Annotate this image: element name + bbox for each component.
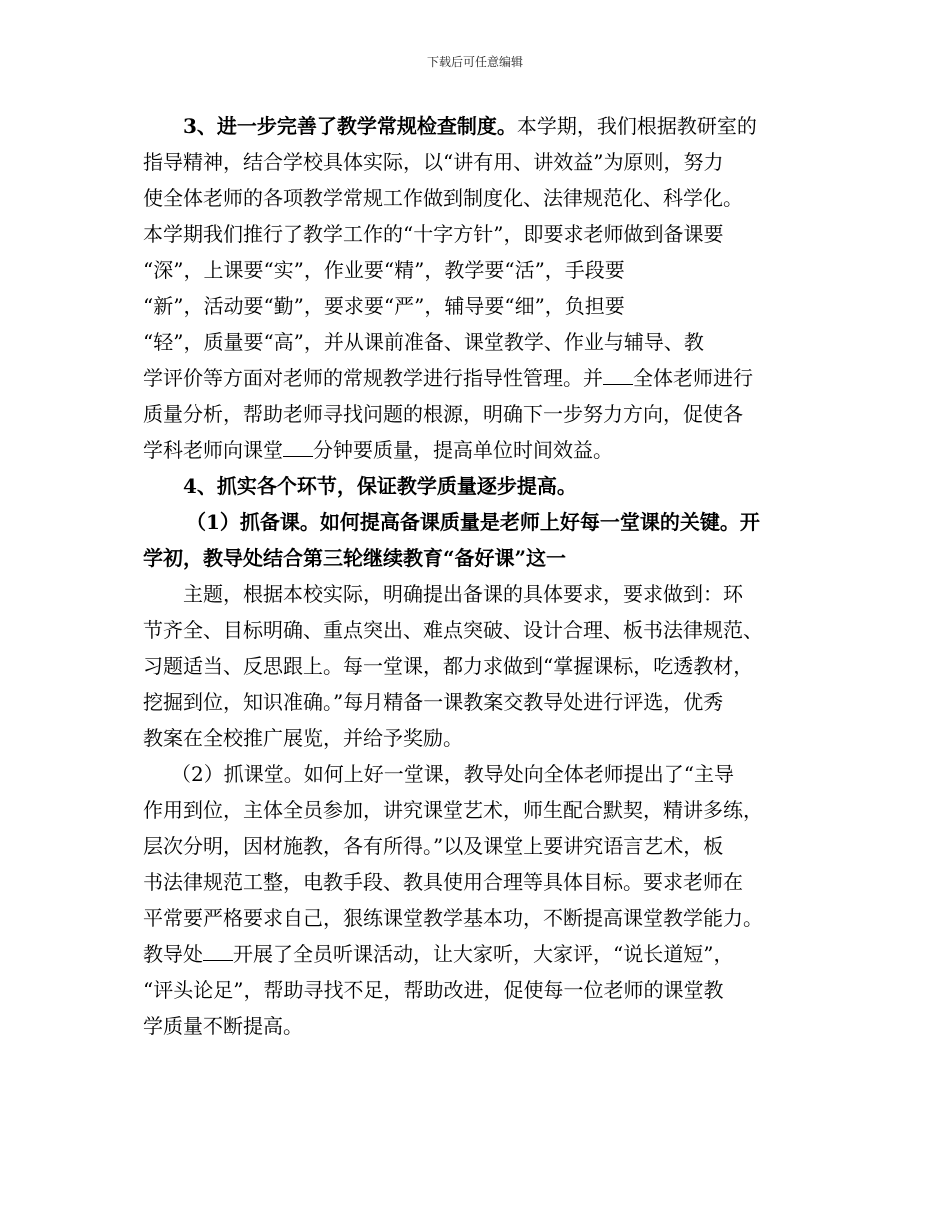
section-heading: 4、抓实各个环节，保证教学质量逐步提高。: [183, 474, 577, 498]
paragraph-line: 指导精神，结合学校具体实际，以“讲有用、讲效益”为原则，努力: [143, 150, 724, 174]
paragraph-line: 使全体老师的各项教学常规工作做到制度化、法律规范化、科学化。: [143, 186, 743, 210]
paragraph-line: [143, 936, 813, 972]
text-span: 学评价等方面对老师的常规教学进行指导性管理。并: [143, 366, 603, 390]
text-span: 学科老师向课堂: [143, 438, 283, 462]
document-body: [143, 108, 813, 1044]
paragraph-line: 本学期我们推行了教学工作的“十字方针”，即要求老师做到备课要: [143, 222, 724, 246]
paragraph-line: 教案在全校推广展览，并给予奖励。: [143, 726, 463, 750]
paragraph-line: 主题，根据本校实际，明确提出备课的具体要求，要求做到：环: [183, 582, 743, 606]
paragraph-line: （2）抓课堂。如何上好一堂课，教导处向全体老师提出了“主导: [171, 762, 734, 786]
text-span: 本学期，我们根据教研室的: [516, 114, 757, 138]
text-span: 分钟要质量，提高单位时间效益。: [313, 438, 613, 462]
blank-underline: [603, 366, 633, 385]
paragraph-line: “评头论足”，帮助寻找不足，帮助改进，促使每一位老师的课堂教: [143, 978, 724, 1002]
paragraph-line: 作用到位，主体全员参加，讲究课堂艺术，师生配合默契，精讲多练，: [143, 798, 763, 822]
paragraph-line: 层次分明，因材施教，各有所得。”以及课堂上要讲究语言艺术，板: [143, 834, 724, 858]
paragraph-line: 书法律规范工整，电教手段、教具使用合理等具体目标。要求老师在: [143, 870, 743, 894]
paragraph-line: “新”，活动要“勤”，要求要“严”，辅导要“细”，负担要: [143, 294, 625, 318]
text-span: 全体老师进行: [633, 366, 753, 390]
subheading-line: 学初，教导处结合第三轮继续教育“备好课”这一: [143, 546, 567, 570]
paragraph-line: 学质量不断提高。: [143, 1014, 303, 1038]
paragraph-line: 习题适当、反思跟上。每一堂课，都力求做到“掌握课标，吃透教材，: [143, 654, 754, 678]
paragraph-line: “轻”，质量要“高”，并从课前准备、课堂教学、作业与辅导、教: [143, 330, 704, 354]
paragraph-line: [143, 360, 813, 396]
blank-underline: [283, 438, 313, 457]
blank-underline: [203, 942, 233, 961]
paragraph-line: [143, 108, 813, 144]
text-span: 教导处: [143, 942, 203, 966]
paragraph-line: “深”，上课要“实”，作业要“精”，教学要“活”，手段要: [143, 258, 625, 282]
page-header: 下载后可任意编辑: [426, 55, 523, 69]
section-heading: 3、进一步完善了教学常规检查制度。: [183, 114, 517, 138]
paragraph-line: 质量分析，帮助老师寻找问题的根源，明确下一步努力方向，促使各: [143, 402, 743, 426]
subheading-line: （1）抓备课。如何提高备课质量是老师上好每一堂课的关键。开: [186, 510, 760, 534]
text-span: 开展了全员听课活动，让大家听，大家评，“说长道短”，: [233, 942, 734, 966]
paragraph-line: 挖掘到位，知识准确。”每月精备一课教案交教导处进行评选，优秀: [143, 690, 724, 714]
paragraph-line: 平常要严格要求自己，狠练课堂教学基本功，不断提高课堂教学能力。: [143, 906, 763, 930]
paragraph-line: [143, 432, 813, 468]
paragraph-line: 节齐全、目标明确、重点突出、难点突破、设计合理、板书法律规范、: [143, 618, 763, 642]
